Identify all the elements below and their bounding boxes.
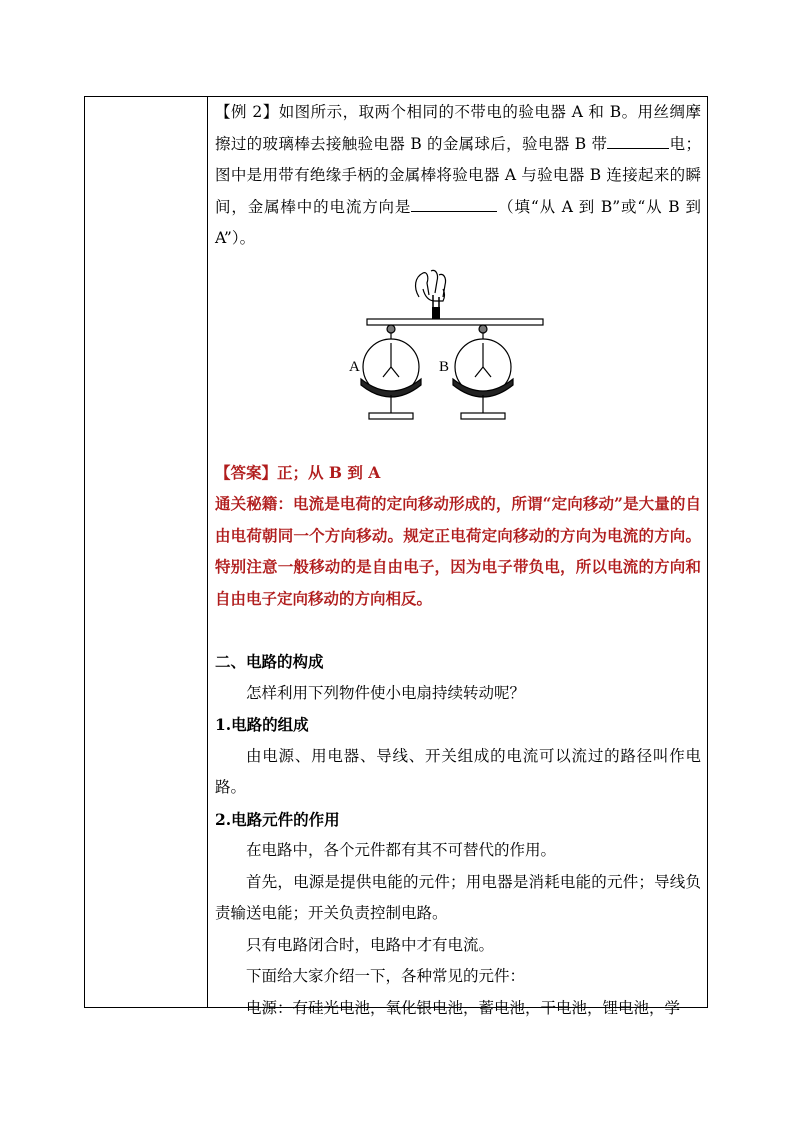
spacer xyxy=(215,614,701,632)
lesson-table xyxy=(84,96,708,1017)
answer-blank-2 xyxy=(411,197,497,212)
insulating-handle xyxy=(432,307,440,319)
metal-rod xyxy=(367,319,543,325)
answer-blank-1 xyxy=(607,134,669,149)
tip-text: 电流是电荷的定向移动形成的，所谓“定向移动”是大量的自由电荷朝同一个方向移动。规定正电荷定向移动的方向为电流的方向。特别注意一般移动的是自由电子，因为电子带负电，所以电流的方向和自由电子定向移动的方向相反。 xyxy=(215,494,701,608)
paragraph-1: 在电路中，各个元件都有其不可替代的作用。 xyxy=(246,841,557,859)
tip-label: 通关秘籍： xyxy=(215,494,294,513)
example-text-1: 如图所示，取两个相同的不带电的验电器 A 和 B。用丝绸摩擦过的玻璃棒去接触验电器 B 的金属球后，验电器 B 带 xyxy=(215,103,701,153)
column-divider xyxy=(207,97,208,1007)
electroscope-a xyxy=(361,325,421,419)
example-paragraph xyxy=(215,97,701,255)
paragraph-5: 电源：有硅光电池，氧化银电池，蓄电池，干电池，锂电池，学 xyxy=(246,998,681,1017)
label-a: A xyxy=(349,358,360,375)
paragraph-2: 首先，电源是提供电能的元件；用电器是消耗电能的元件；导线负责输送电能；开关负责控制电路。 xyxy=(215,872,701,922)
subsection-1-text: 由电源、用电器、导线、开关组成的电流可以流过的路径叫作电路。 xyxy=(215,746,701,796)
tip-paragraph xyxy=(215,488,701,614)
subsection-1-title: 1.电路的组成 xyxy=(215,715,309,734)
answer-line xyxy=(215,457,701,489)
label-b: B xyxy=(439,358,450,375)
section-question: 怎样利用下列物件使小电扇持续转动呢？ xyxy=(246,683,526,702)
electroscope-diagram xyxy=(349,267,555,442)
electroscope-b xyxy=(453,325,513,419)
answer-label: 【答案】 xyxy=(215,462,278,482)
paragraph-4: 下面给大家介绍一下，各种常见的元件： xyxy=(246,967,526,985)
example-text-3: （填“从 A 到 B”或“从 B 到 A”）。 xyxy=(215,197,701,247)
electroscope-figure xyxy=(215,259,701,455)
paragraph-3: 只有电路闭合时，电路中才有电流。 xyxy=(246,935,495,954)
hand-icon xyxy=(416,270,446,315)
example-tag: 【例 2】 xyxy=(215,103,279,121)
example-text-2: 电；图中是用带有绝缘手柄的金属棒将验电器 A 与验电器 B 连接起来的瞬间，金属棒中的电流方向是 xyxy=(215,134,701,216)
section-title: 二、电路的构成 xyxy=(215,652,324,671)
answer-text: 正；从 B 到 A xyxy=(277,462,381,482)
subsection-2-title: 2.电路元件的作用 xyxy=(215,809,340,829)
content-cell xyxy=(215,97,701,1024)
